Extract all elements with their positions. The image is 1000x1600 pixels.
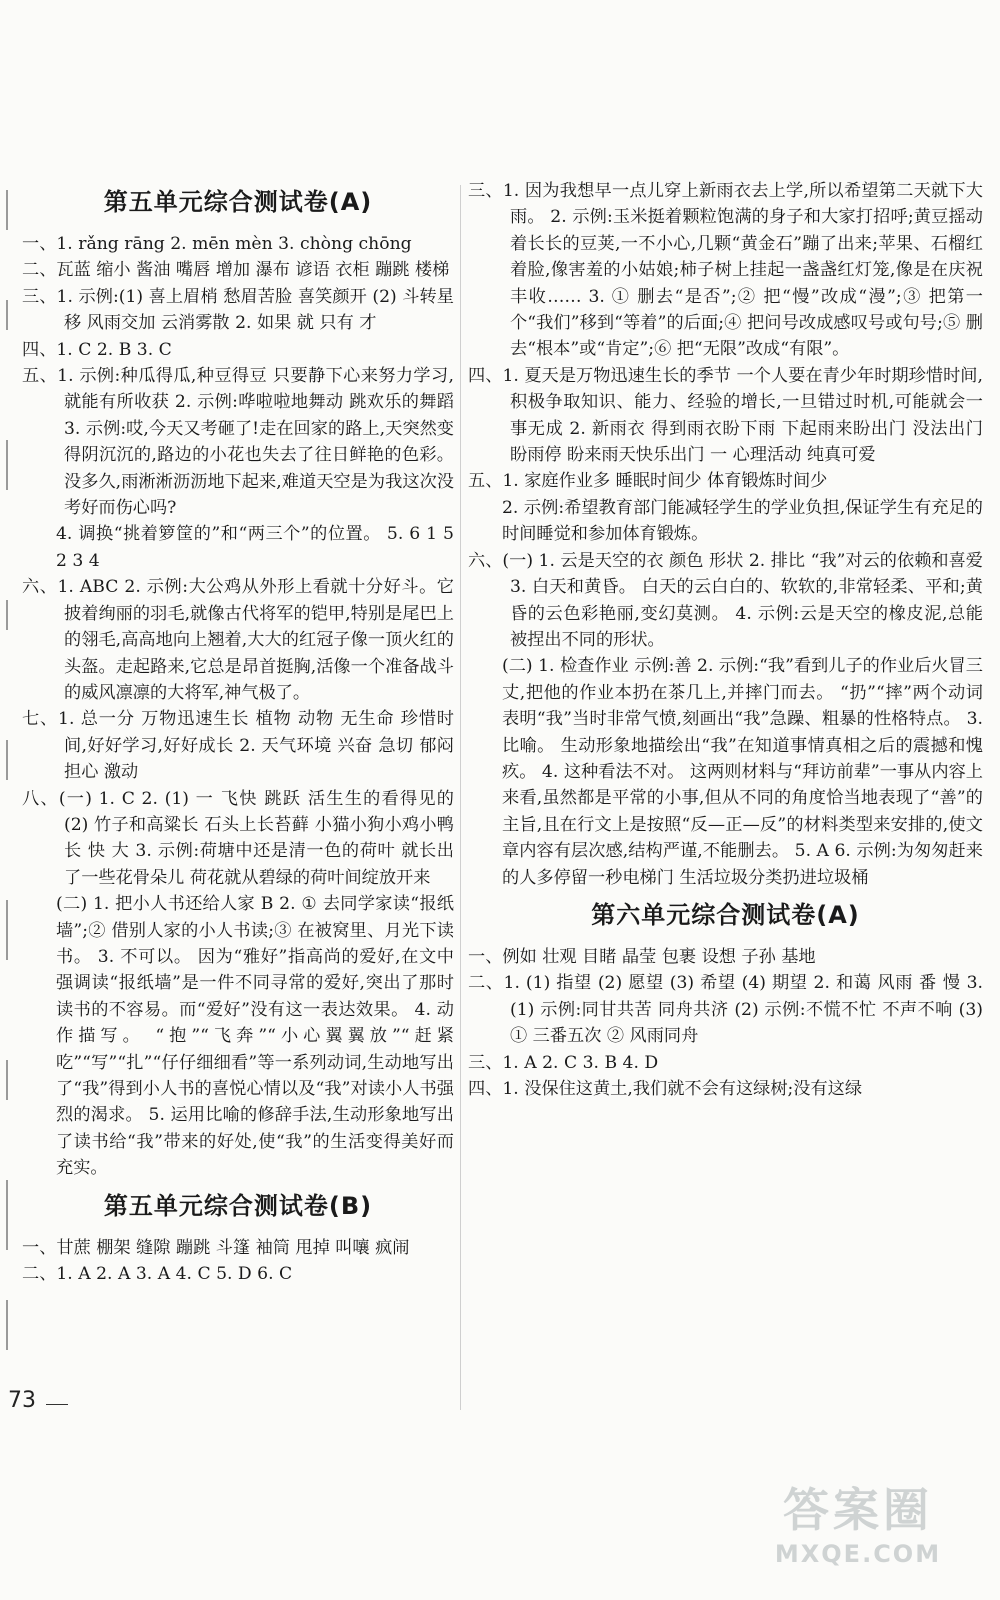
binding-edge xyxy=(2,180,14,1380)
answer-item: 五、1. 家庭作业多 睡眠时间少 体育锻炼时间少 xyxy=(468,471,828,492)
answer-item: 四、1. 夏天是万物迅速生长的季节 一个人要在青少年时期珍惜时间,积极争取知识、能力、经验的增长,一旦错过时机,可能就会一事无成 2. 新雨衣 得到雨衣盼下雨 下起雨来盼出门 没法出门盼雨停 盼来雨天快乐出门 一 心理活动 纯真可爱 xyxy=(468,365,983,466)
watermark xyxy=(738,1480,978,1590)
answer-item: 二、瓦蓝 缩小 酱油 嘴唇 增加 瀑布 谚语 衣柜 蹦跳 楼梯 xyxy=(22,260,450,281)
page-number: 73 xyxy=(8,1388,36,1413)
answer-item: 五、1. 示例:种瓜得瓜,种豆得豆 只要静下心来努力学习,就能有所收获 2. 示例:哗啦啦地舞动 跳欢乐的舞蹈 3. 示例:哎,今天又考砸了!走在回家的路上,天突然变得阴沉沉的,路边的小花也失去了往日鲜艳的色彩。没多久,雨淅淅沥沥地下起来,难道天空是为我这次没考好而伤心吗? xyxy=(22,366,460,519)
answer-item: (二) 1. 检查作业 示例:善 2. 示例:“我”看到儿子的作业后火冒三丈,把他的作业本扔在茶几上,并摔门而去。 “扔”“摔”两个动词表明“我”当时非常气愤,刻画出“我”急躁、粗暴的性格特点。 3. 比喻。 生动形象地描绘出“我”在知道事情真相之后的震撼和愧疚。 4. 这种看法不对。 这两则材料与“拜访前辈”一事从内容上来看,虽然都是平常的小事,但从不同的角度恰当地表现了“善”的主旨,且在行文上是按照“反—正—反”的材料类型来安排的,使文章内容有层次感,结构严谨,不能删去。 5. A 6. 示例:为匆匆赶来的人多停留一秒电梯门 生活垃圾分类扔进垃圾桶 xyxy=(502,656,989,888)
column-divider xyxy=(460,185,461,1410)
section-heading: 第六单元综合测试卷(A) xyxy=(591,900,860,929)
page-number-rule xyxy=(46,1404,68,1405)
section-heading: 第五单元综合测试卷(A) xyxy=(103,188,373,216)
right-column xyxy=(468,178,989,1102)
answer-item: 六、1. ABC 2. 示例:大公鸡从外形上看就十分好斗。它披着绚丽的羽毛,就像古代将军的铠甲,特别是尾巴上的翎毛,高高地向上翘着,大大的红冠子像一顶火红的头盔。走起路来,它总是昂首挺胸,活像一个准备战斗的威风凛凛的大将军,神气极了。 xyxy=(22,577,454,703)
answer-item: 三、1. A 2. C 3. B 4. D xyxy=(468,1052,659,1073)
answer-item: 一、甘蔗 棚架 缝隙 蹦跳 斗篷 袖筒 甩掉 叫嚷 疯闹 xyxy=(22,1237,410,1258)
answer-item: 二、1. A 2. A 3. A 4. C 5. D 6. C xyxy=(22,1264,293,1285)
answer-item: 四、1. 没保住这黄土,我们就不会有这绿树;没有这绿 xyxy=(468,1079,863,1099)
left-column xyxy=(22,178,460,1287)
section-heading: 第五单元综合测试卷(B) xyxy=(103,1191,373,1220)
answer-item: 二、1. (1) 指望 (2) 愿望 (3) 希望 (4) 期望 2. 和蔼 风雨 番 慢 3. (1) 示例:同甘共苦 同舟共济 (2) 示例:不慌不忙 不声不响 (3) ① 三番五次 ② 风雨同舟 xyxy=(468,973,989,1047)
watermark-logo: 答案圈 xyxy=(783,1483,933,1537)
answer-item: 4. 调换“挑着箩筐的”和“两三个”的位置。 5. 6 1 5 2 3 4 xyxy=(56,524,460,571)
answer-item: 一、例如 壮观 目睹 晶莹 包裹 设想 子孙 基地 xyxy=(468,946,816,967)
answer-item: 三、1. 示例:(1) 喜上眉梢 愁眉苦脸 喜笑颜开 (2) 斗转星移 风雨交加 云消雾散 2. 如果 就 只有 才 xyxy=(22,286,454,334)
answer-item: 四、1. C 2. B 3. C xyxy=(22,339,172,360)
answer-item: 八、(一) 1. C 2. (1) 一 飞快 跳跃 活生生的看得见的 (2) 竹子和高粱长 石头上长苔藓 小猫小狗小鸡小鸭长 快 大 3. 示例:荷塘中还是清一色的荷叶 就长出了一些花骨朵儿 荷花就从碧绿的荷叶间绽放开来 xyxy=(22,788,460,888)
answer-item: 三、1. 因为我想早一点儿穿上新雨衣去上学,所以希望第二天就下大雨。 2. 示例:玉米挺着颗粒饱满的身子和大家打招呼;黄豆摇动着长长的豆荚,一不小心,几颗“黄金石”蹦了出来;苹果、石榴红着脸,像害羞的小姑娘;柿子树上挂起一盏盏红灯笼,像是在庆祝丰收…… 3. ① 删去“是否”;② 把“慢”改成“漫”;③ 把第一个“我们”移到“等着”的后面;④ 把问号改成感叹号或句号;⑤ 删去“根本”或“肯定”;⑥ 把“无限”改成“有限”。 xyxy=(468,181,983,360)
answer-item: 2. 示例:希望教育部门能减轻学生的学业负担,保证学生有充足的时间睡觉和参加体育锻炼。 xyxy=(502,497,983,545)
answer-item: 六、(一) 1. 云是天空的衣 颜色 形状 2. 排比 “我”对云的依赖和喜爱 3. 白天和黄昏。 白天的云白白的、软软的,非常轻柔、平和;黄昏的云色彩艳丽,变幻莫测。 4. 示例:云是天空的橡皮泥,总能被捏出不同的形状。 xyxy=(468,550,989,650)
answer-item: 七、1. 总一分 万物迅速生长 植物 动物 无生命 珍惜时间,好好学习,好好成长 2. 天气环境 兴奋 急切 郁闷 担心 激动 xyxy=(22,709,460,783)
watermark-url: MXQE.COM xyxy=(774,1540,942,1568)
answer-item: (二) 1. 把小人书还给人家 B 2. ① 去同学家读“报纸墙”;② 借别人家的小人书读;③ 在被窝里、月光下读书。 3. 不可以。 因为“雅好”指高尚的爱好,在文中强调读“报纸墙”是一件不同寻常的爱好,突出了那时读书的不容易。而“爱好”没有这一表达效果。 4. 动作描写。 “抱”“飞奔”“小心翼翼放”“赶紧吃”“写”“扎”“仔仔细细看”等一系列动词,生动地写出了“我”得到小人书的喜悦心情以及“我”对读小人书强烈的渴求。 5. 运用比喻的修辞手法,生动形象地写出了读书给“我”带来的好处,使“我”的生活变得美好而充实。 xyxy=(56,894,454,1179)
answer-item: 一、1. rǎng rāng 2. mēn mèn 3. chòng chōng xyxy=(22,234,412,254)
